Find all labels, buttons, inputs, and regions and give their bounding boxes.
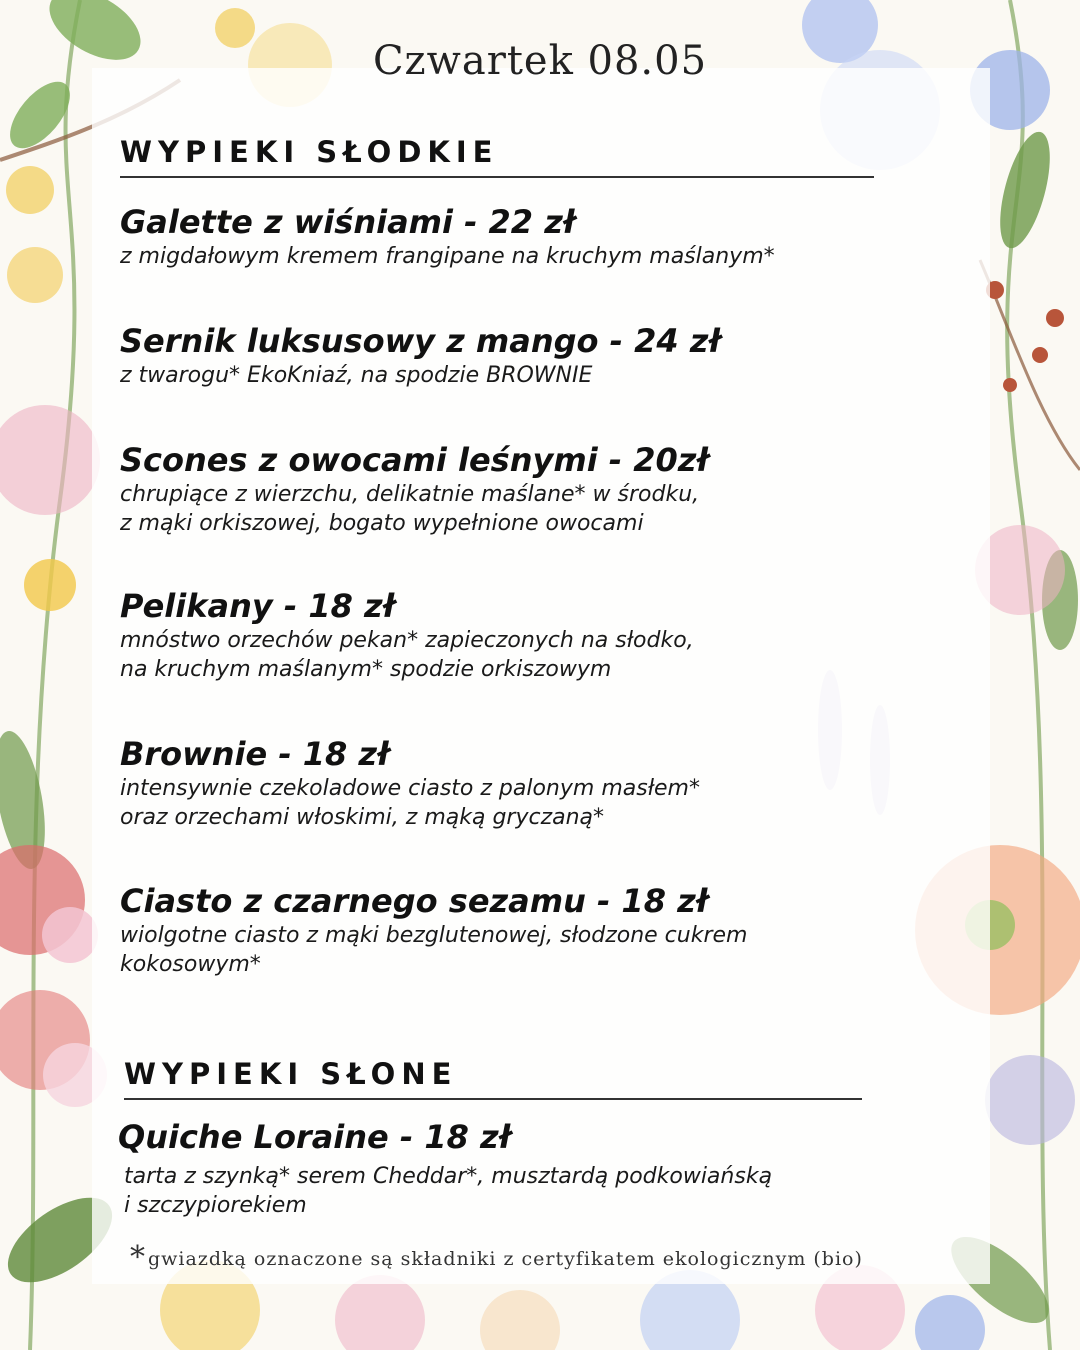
menu-item (120, 440, 950, 538)
item-description: tarta z szynką* serem Cheddar*, musztardą podkowiańską i szczypiorekiem (124, 1164, 773, 1218)
menu-item (120, 586, 950, 684)
item-name: Scones z owocami leśnymi - 20zł (120, 441, 709, 479)
asterisk: * (130, 1240, 146, 1275)
menu-item (118, 1117, 948, 1220)
section-heading-sweet: WYPIEKI SŁODKIE (120, 135, 499, 169)
section-divider (124, 1098, 862, 1100)
item-name: Pelikany - 18 zł (120, 587, 395, 625)
section-divider (120, 176, 874, 178)
item-name: Sernik luksusowy z mango - 24 zł (120, 322, 721, 360)
item-name: Quiche Loraine - 18 zł (118, 1118, 511, 1156)
item-description: intensywnie czekoladowe ciasto z palonym masłem* oraz orzechami włoskimi, z mąką gryczaną* (120, 776, 700, 830)
item-description: z twarogu* EkoKniaź, na spodzie BROWNIE (120, 363, 593, 388)
menu-item (120, 881, 950, 979)
page-title: Czwartek 08.05 (372, 38, 708, 84)
item-description: z migdałowym kremem frangipane na kruchym maślanym* (120, 244, 775, 269)
menu-item (120, 321, 950, 390)
item-description: mnóstwo orzechów pekan* zapieczonych na słodko, na kruchym maślanym* spodzie orkiszowym (120, 628, 694, 682)
menu-item (120, 202, 950, 271)
organic-footnote (130, 1240, 863, 1275)
item-description: chrupiące z wierzchu, delikatnie maślane* w środku, z mąki orkiszowej, bogato wypełnione owocami (120, 482, 700, 536)
footnote-text: gwiazdką oznaczone są składniki z certyfikatem ekologicznym (bio) (148, 1248, 863, 1270)
menu-item (120, 734, 950, 832)
item-name: Ciasto z czarnego sezamu - 18 zł (120, 882, 708, 920)
section-heading-savory: WYPIEKI SŁONE (124, 1057, 458, 1091)
item-description: wiolgotne ciasto z mąki bezglutenowej, słodzone cukrem kokosowym* (120, 923, 748, 977)
item-name: Brownie - 18 zł (120, 735, 390, 773)
item-name: Galette z wiśniami - 22 zł (120, 203, 575, 241)
